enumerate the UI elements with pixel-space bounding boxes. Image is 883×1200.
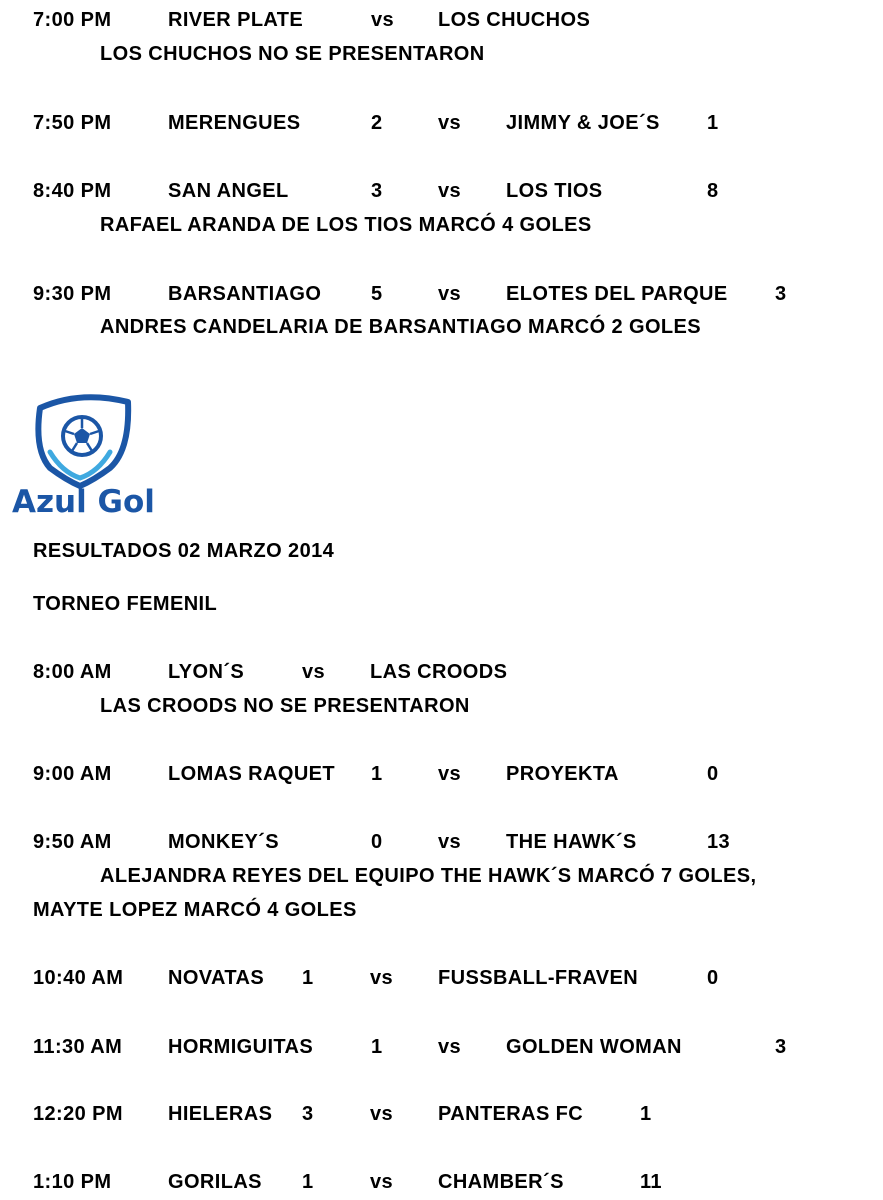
vs-label: vs (438, 283, 462, 305)
home-team: LOMAS RAQUET (168, 763, 336, 785)
vs-label: vs (370, 1171, 394, 1193)
match-note: ALEJANDRA REYES DEL EQUIPO THE HAWK´S MARCÓ 7 GOLES, (100, 865, 757, 887)
away-score: 11 (640, 1171, 662, 1193)
home-team: MERENGUES (168, 112, 301, 134)
match-note: ANDRES CANDELARIA DE BARSANTIAGO MARCÓ 2 GOLES (100, 316, 702, 338)
vs-label: vs (438, 112, 462, 134)
match-note: LOS CHUCHOS NO SE PRESENTARON (100, 43, 485, 65)
vs-label: vs (370, 1103, 394, 1125)
away-team: PROYEKTA (506, 763, 619, 785)
match-note: LAS CROODS NO SE PRESENTARON (100, 695, 470, 717)
away-team: GOLDEN WOMAN (506, 1036, 682, 1058)
home-team: NOVATAS (168, 967, 265, 989)
match-time: 9:30 PM (33, 283, 112, 305)
vs-label: vs (438, 831, 462, 853)
match-time: 7:50 PM (33, 112, 112, 134)
home-team: BARSANTIAGO (168, 283, 322, 305)
match-time: 1:10 PM (33, 1171, 112, 1193)
away-team: ELOTES DEL PARQUE (506, 283, 728, 305)
away-score: 8 (707, 180, 719, 202)
vs-label: vs (371, 9, 395, 31)
match-time: 7:00 PM (33, 9, 112, 31)
home-team: SAN ANGEL (168, 180, 289, 202)
away-team: JIMMY & JOE´S (506, 112, 660, 134)
home-score: 1 (302, 1171, 314, 1193)
match-note-continued: MAYTE LOPEZ MARCÓ 4 GOLES (33, 899, 357, 921)
match-time: 8:00 AM (33, 661, 112, 683)
match-time: 12:20 PM (33, 1103, 123, 1125)
results-title: RESULTADOS 02 MARZO 2014 (33, 540, 335, 562)
match-time: 9:00 AM (33, 763, 112, 785)
away-score: 1 (640, 1103, 652, 1125)
tournament-title: TORNEO FEMENIL (33, 593, 218, 615)
home-team: LYON´S (168, 661, 245, 683)
vs-label: vs (438, 1036, 462, 1058)
away-score: 0 (707, 763, 719, 785)
away-team: THE HAWK´S (506, 831, 637, 853)
home-score: 1 (302, 967, 314, 989)
home-score: 5 (371, 283, 383, 305)
away-team: LOS CHUCHOS (438, 9, 591, 31)
home-score: 2 (371, 112, 383, 134)
home-score: 3 (302, 1103, 314, 1125)
match-time: 10:40 AM (33, 967, 124, 989)
away-team: LAS CROODS (370, 661, 508, 683)
away-team: LOS TIOS (506, 180, 603, 202)
home-score: 1 (371, 763, 383, 785)
home-score: 3 (371, 180, 383, 202)
home-team: HIELERAS (168, 1103, 273, 1125)
vs-label: vs (438, 180, 462, 202)
away-team: PANTERAS FC (438, 1103, 584, 1125)
vs-label: vs (438, 763, 462, 785)
home-score: 0 (371, 831, 383, 853)
match-time: 9:50 AM (33, 831, 112, 853)
home-team: RIVER PLATE (168, 9, 304, 31)
home-team: HORMIGUITAS (168, 1036, 314, 1058)
away-score: 1 (707, 112, 719, 134)
home-team: GORILAS (168, 1171, 262, 1193)
match-time: 11:30 AM (33, 1036, 123, 1058)
away-team: FUSSBALL-FRAVEN (438, 967, 639, 989)
away-score: 13 (707, 831, 731, 853)
away-score: 3 (775, 1036, 787, 1058)
vs-label: vs (370, 967, 394, 989)
match-time: 8:40 PM (33, 180, 112, 202)
soccer-ball-icon (63, 417, 101, 455)
away-score: 0 (707, 967, 719, 989)
match-note: RAFAEL ARANDA DE LOS TIOS MARCÓ 4 GOLES (100, 214, 592, 236)
home-team: MONKEY´S (168, 831, 279, 853)
away-team: CHAMBER´S (438, 1171, 564, 1193)
home-score: 1 (371, 1036, 383, 1058)
brand-name: Azul Gol (12, 484, 155, 520)
vs-label: vs (302, 661, 326, 683)
away-score: 3 (775, 283, 787, 305)
